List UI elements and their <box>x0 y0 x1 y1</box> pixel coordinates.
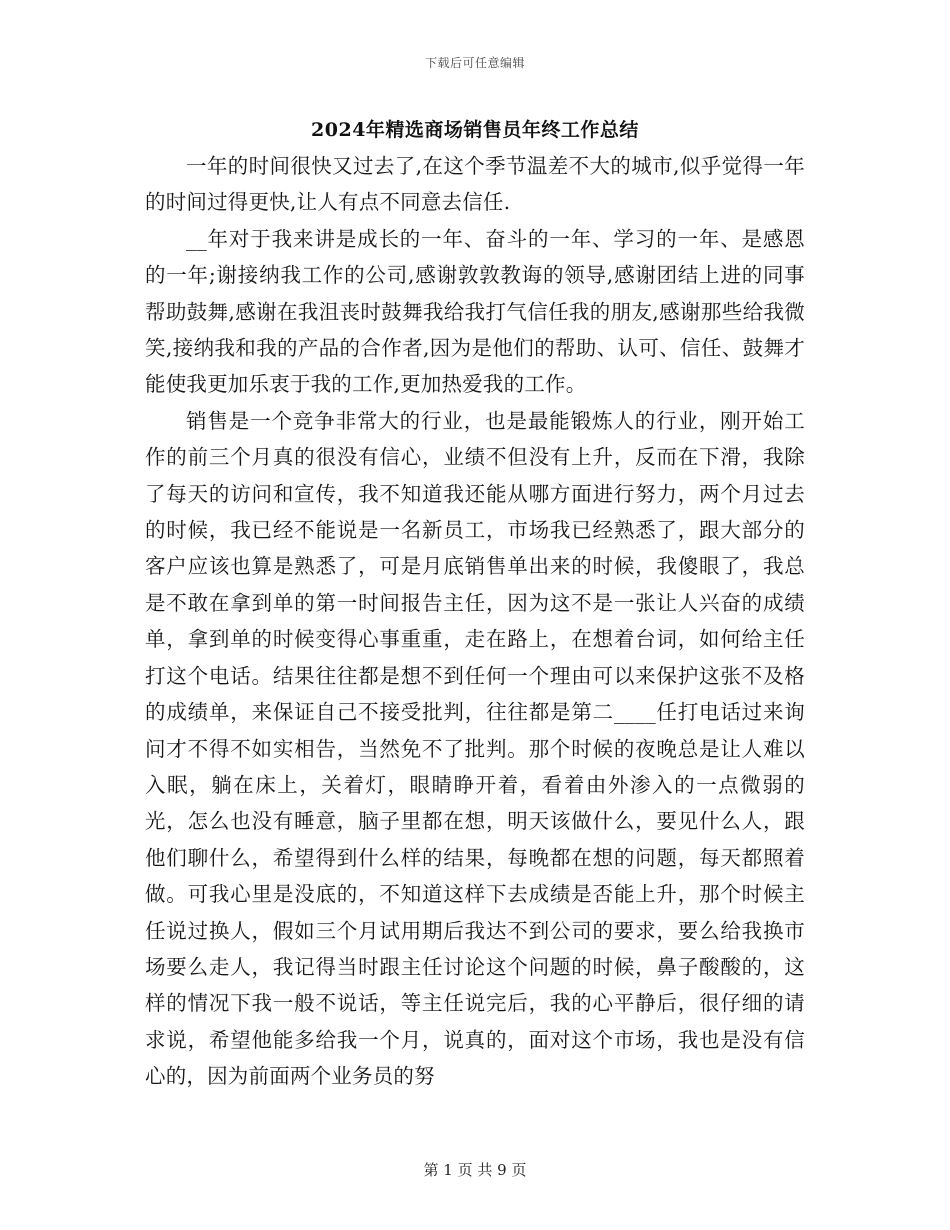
document-body <box>145 148 805 1095</box>
page-number: 第 1 页 共 9 页 <box>423 1161 527 1179</box>
document-title: 2024年精选商场销售员年终工作总结 <box>311 119 639 141</box>
paragraph-1: 一年的时间很快又过去了,在这个季节温差不大的城市,似乎觉得一年的时间过得更快,让人有点不同意去信任. <box>145 154 805 215</box>
paragraph-3: 销售是一个竞争非常大的行业，也是最能锻炼人的行业，刚开始工作的前三个月真的很没有信心，业绩不但没有上升，反而在下滑，我除了每天的访问和宣传，我不知道我还能从哪方面进行努力，两个月过去的时候，我已经不能说是一名新员工，市场我已经熟悉了，跟大部分的客户应该也算是熟悉了，可是月底销售单出来的时候，我傻眼了，我总是不敢在拿到单的第一时间报告主任，因为这不是一张让人兴奋的成绩单，拿到单的时候变得心事重重，走在路上，在想着台词，如何给主任打这个电话。结果往往都是想不到任何一个理由可以来保护这张不及格的成绩单，来保证自己不接受批判，往往都是第二____任打电话过来询问才不得不如实相告，当然免不了批判。那个时候的夜晚总是让人难以入眠，躺在床上，关着灯，眼睛睁开着，看着由外渗入的一点微弱的光，怎么也没有睡意，脑子里都在想，明天该做什么，要见什么人，跟他们聊什么，希望得到什么样的结果，每晚都在想的问题，每天都照着做。可我心里是没底的，不知道这样下去成绩是否能上升，那个时候主任说过换人，假如三个月试用期后我达不到公司的要求，要么给我换市场要么走人，我记得当时跟主任讨论这个问题的时候，鼻子酸酸的，这样的情况下我一般不说话，等主任说完后，我的心平静后，很仔细的请求说，希望他能多给我一个月，说真的，面对这个市场，我也是没有信心的，因为前面两个业务员的努 <box>145 408 805 1089</box>
header-note: 下载后可任意编辑 <box>424 56 525 70</box>
paragraph-2: __年对于我来讲是成长的一年、奋斗的一年、学习的一年、是感恩的一年;谢接纳我工作的公司,感谢敦敦教诲的领导,感谢团结上进的同事帮助鼓舞,感谢在我沮丧时鼓舞我给我打气信任我的朋友,感谢那些给我微笑,接纳我和我的产品的合作者,因为是他们的帮助、认可、信任、鼓舞才能使我更加乐衷于我的工作,更加热爱我的工作。 <box>145 226 805 397</box>
